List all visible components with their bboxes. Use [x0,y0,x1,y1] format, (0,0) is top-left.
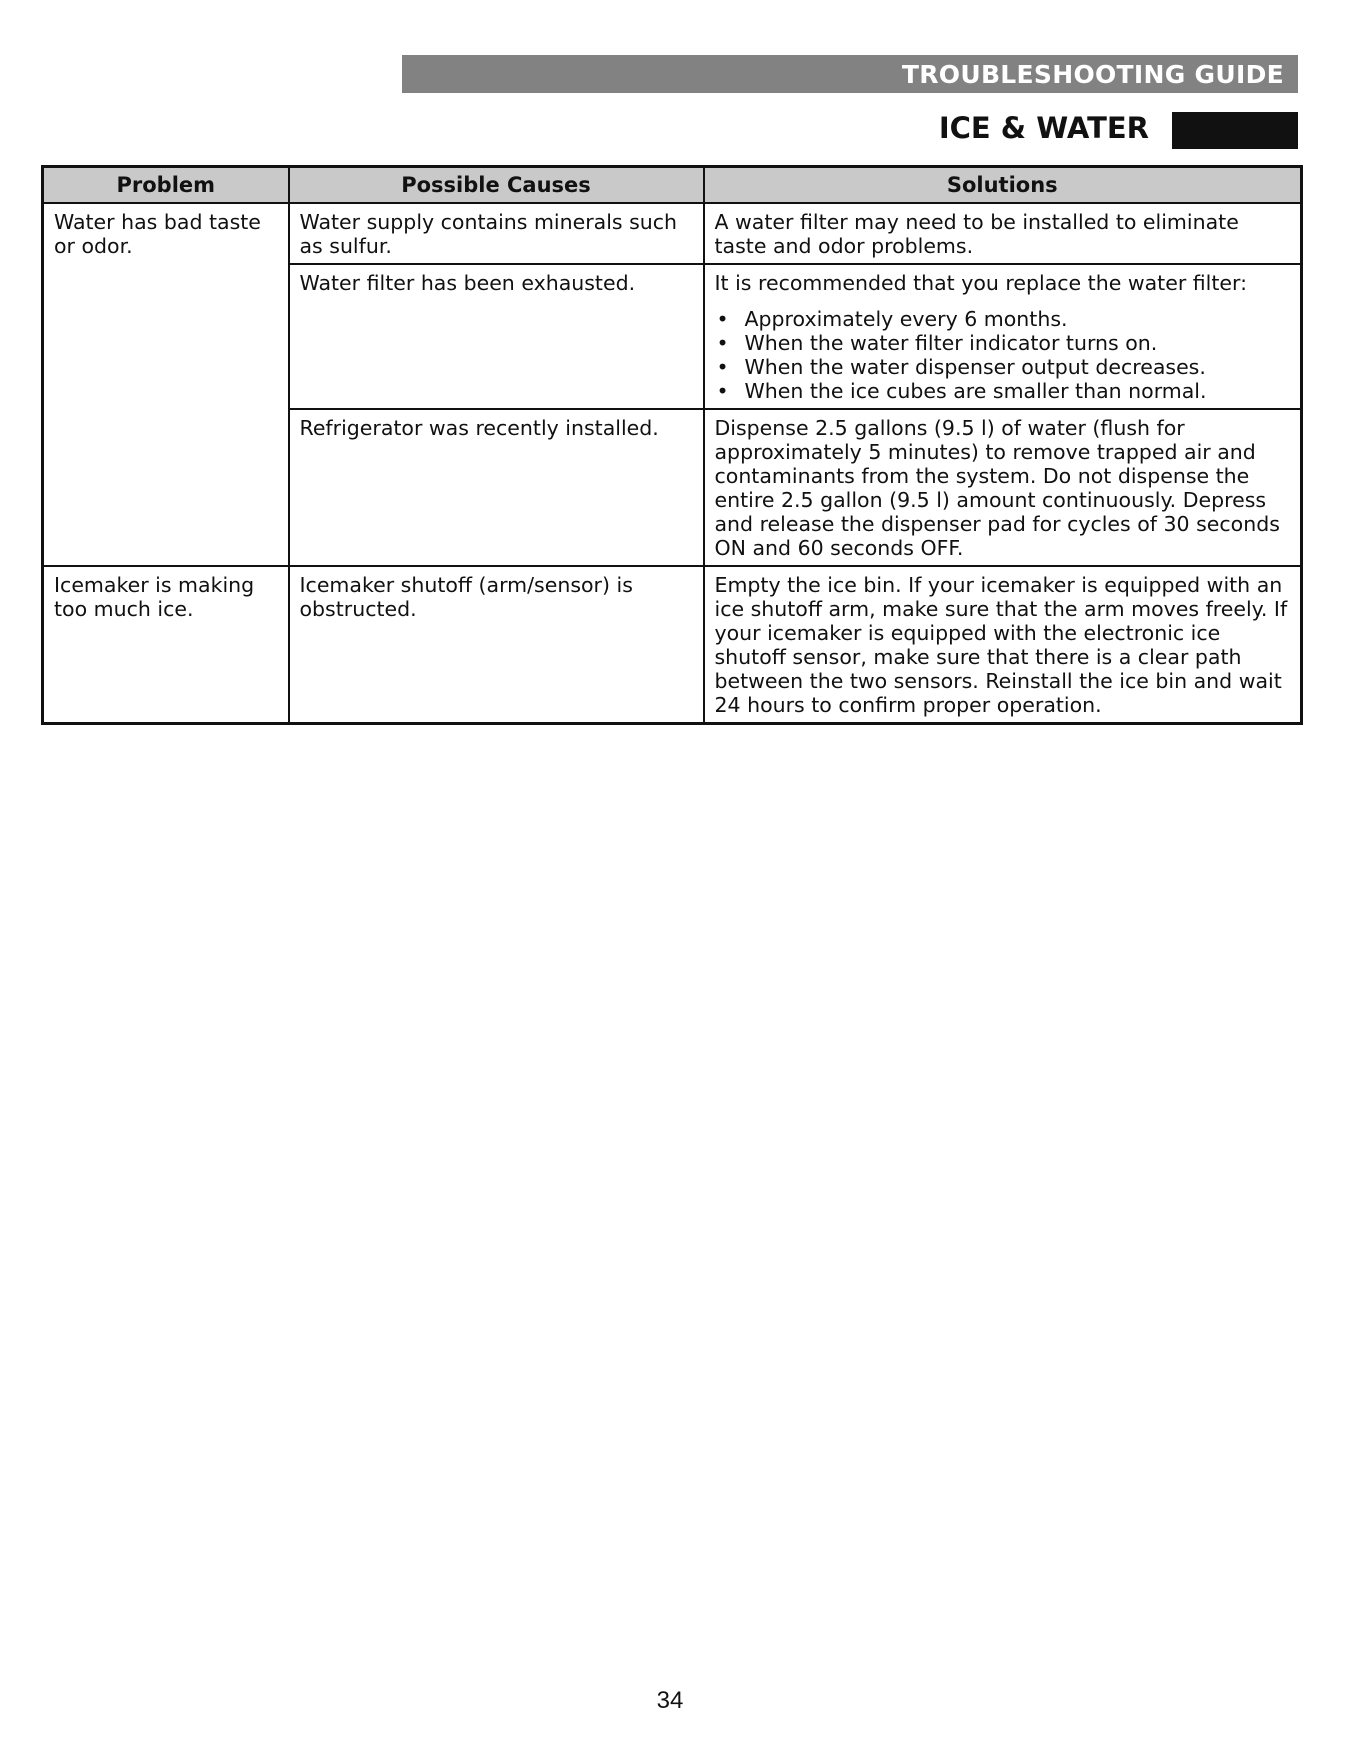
solution-intro: It is recommended that you replace the water filter: [714,271,1247,295]
list-item: • When the water dispenser output decreases. [715,355,1291,379]
solution-cell: A water filter may need to be installed to eliminate taste and odor problems. [704,203,1302,264]
table-header-row [43,167,1302,204]
cause-cell: Icemaker shutoff (arm/sensor) is obstructed. [289,566,704,724]
column-header-problem: Problem [43,167,289,204]
problem-cell: Water has bad taste or odor. [43,203,289,566]
banner-title: TROUBLESHOOTING GUIDE [901,59,1284,89]
solution-bullet-list [715,307,1291,403]
solution-cell: Dispense 2.5 gallons (9.5 l) of water (flush for approximately 5 minutes) to remove trapped air and contaminants from the system. Do not dispense the entire 2.5 gallon (9.5 l) amount continuously. Depress and release the dispenser pad for cycles of 30 seconds ON and 60 seconds OFF. [704,409,1302,566]
section-title: ICE & WATER [938,111,1149,145]
table-row [43,566,1302,724]
cause-cell: Water supply contains minerals such as sulfur. [289,203,704,264]
solution-cell [704,264,1302,409]
column-header-causes: Possible Causes [289,167,704,204]
troubleshooting-table [41,165,1303,725]
header-banner [402,55,1298,93]
cause-cell: Water filter has been exhausted. [289,264,704,409]
solution-cell: Empty the ice bin. If your icemaker is equipped with an ice shutoff arm, make sure that the arm moves freely. If your icemaker is equipped with the electronic ice shutoff sensor, make sure that there is a clear path between the two sensors. Reinstall the ice bin and wait 24 hours to confirm proper operation. [704,566,1302,724]
table-row [43,203,1302,264]
list-item: • When the water filter indicator turns on. [715,331,1291,355]
column-header-solutions: Solutions [704,167,1302,204]
page-number: 34 [656,1687,684,1714]
problem-cell: Icemaker is making too much ice. [43,566,289,724]
list-item: • Approximately every 6 months. [715,307,1291,331]
list-item: • When the ice cubes are smaller than normal. [715,379,1291,403]
cause-cell: Refrigerator was recently installed. [289,409,704,566]
section-marker-block [1172,112,1298,149]
